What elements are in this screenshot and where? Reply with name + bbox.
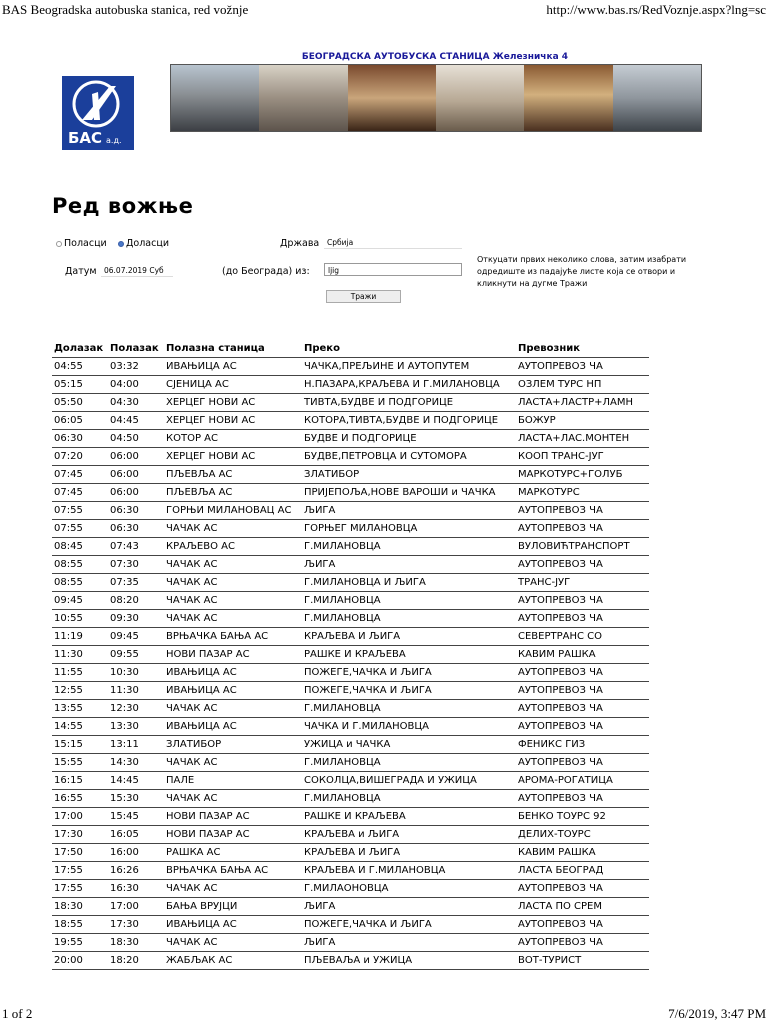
carrier: АУТОПРЕВОЗ ЧА — [516, 358, 649, 376]
carrier: ВУЛОВИЋТРАНСПОРТ — [516, 538, 649, 556]
departure-time: 09:30 — [108, 610, 164, 628]
station-photo-strip — [170, 64, 702, 132]
origin-station: ЧАЧАК АС — [164, 520, 302, 538]
print-footer-datetime: 7/6/2019, 3:47 PM — [668, 1006, 766, 1021]
via-route: Г.МИЛАНОВЦА — [302, 538, 516, 556]
origin-station: ИВАЊИЦА АС — [164, 916, 302, 934]
search-button[interactable]: Тражи — [326, 290, 401, 303]
arrival-time: 06:05 — [52, 412, 108, 430]
arrival-time: 12:55 — [52, 682, 108, 700]
origin-station: ПЉЕВЉА АС — [164, 484, 302, 502]
origin-station: ЧАЧАК АС — [164, 934, 302, 952]
radio-arrivals[interactable] — [118, 238, 169, 249]
via-route: Г.МИЛАНОВЦА — [302, 700, 516, 718]
departure-time: 04:50 — [108, 430, 164, 448]
carrier: ЛАСТА БЕОГРАД — [516, 862, 649, 880]
date-field[interactable]: 06.07.2019 Суб — [101, 264, 173, 277]
from-label: (до Београда) из: — [222, 266, 310, 277]
via-route: Н.ПАЗАРА,КРАЉЕВА И Г.МИЛАНОВЦА — [302, 376, 516, 394]
table-row — [52, 646, 649, 664]
origin-station: ВРЊАЧКА БАЊА АС — [164, 628, 302, 646]
banner-title: БЕОГРАДСКА АУТОБУСКА СТАНИЦА Железничка 4 — [301, 52, 569, 62]
table-row — [52, 466, 649, 484]
table-row — [52, 502, 649, 520]
origin-station: БАЊА ВРУЈЦИ — [164, 898, 302, 916]
station-photo — [259, 65, 347, 131]
origin-station: НОВИ ПАЗАР АС — [164, 808, 302, 826]
table-row — [52, 592, 649, 610]
carrier: ТРАНС-ЈУГ — [516, 574, 649, 592]
carrier: МАРКОТУРС — [516, 484, 649, 502]
via-route: Г.МИЛАНОВЦА — [302, 790, 516, 808]
departure-time: 16:26 — [108, 862, 164, 880]
arrival-time: 11:30 — [52, 646, 108, 664]
table-row — [52, 664, 649, 682]
via-route: Г.МИЛАНОВЦА — [302, 754, 516, 772]
arrival-time: 16:55 — [52, 790, 108, 808]
departure-time: 07:43 — [108, 538, 164, 556]
departure-time: 18:30 — [108, 934, 164, 952]
carrier: МАРКОТУРС+ГОЛУБ — [516, 466, 649, 484]
carrier: ЛАСТА+ЛАСТР+ЛАМН — [516, 394, 649, 412]
origin-station: ПАЛЕ — [164, 772, 302, 790]
departure-time: 06:00 — [108, 448, 164, 466]
via-route: ПОЖЕГЕ,ЧАЧКА И ЉИГА — [302, 664, 516, 682]
departure-time: 15:45 — [108, 808, 164, 826]
via-route: ПРИЈЕПОЉА,НОВЕ ВАРОШИ и ЧАЧКА — [302, 484, 516, 502]
carrier: ОЗЛЕМ ТУРС НП — [516, 376, 649, 394]
arrival-time: 15:55 — [52, 754, 108, 772]
departure-time: 09:45 — [108, 628, 164, 646]
table-row — [52, 772, 649, 790]
origin-station: РАШКА АС — [164, 844, 302, 862]
table-row — [52, 448, 649, 466]
departure-time: 07:35 — [108, 574, 164, 592]
carrier: ЛАСТА+ЛАС.МОНТЕН — [516, 430, 649, 448]
logo-suffix: а.д. — [106, 136, 122, 145]
departure-time: 10:30 — [108, 664, 164, 682]
departure-time: 06:30 — [108, 520, 164, 538]
table-row — [52, 754, 649, 772]
arrival-time: 07:45 — [52, 484, 108, 502]
carrier: АУТОПРЕВОЗ ЧА — [516, 502, 649, 520]
radio-departures-dot[interactable] — [56, 241, 62, 247]
radio-arrivals-dot[interactable] — [118, 241, 124, 247]
print-header — [0, 0, 768, 20]
via-route: КРАЉЕВА и ЉИГА — [302, 826, 516, 844]
departure-time: 17:30 — [108, 916, 164, 934]
via-route: ТИВТА,БУДВЕ И ПОДГОРИЦЕ — [302, 394, 516, 412]
via-route: БУДВЕ И ПОДГОРИЦЕ — [302, 430, 516, 448]
arrival-time: 17:55 — [52, 862, 108, 880]
origin-station: СЈЕНИЦА АС — [164, 376, 302, 394]
via-route: КРАЉЕВА И ЉИГА — [302, 628, 516, 646]
via-route: ЉИГА — [302, 556, 516, 574]
departure-time: 15:30 — [108, 790, 164, 808]
origin-station: НОВИ ПАЗАР АС — [164, 646, 302, 664]
via-route: ПЉЕВАЉА и УЖИЦА — [302, 952, 516, 970]
carrier: АУТОПРЕВОЗ ЧА — [516, 682, 649, 700]
carrier: КАВИМ РАШКА — [516, 646, 649, 664]
station-photo — [613, 65, 701, 131]
via-route: ГОРЊЕГ МИЛАНОВЦА — [302, 520, 516, 538]
table-row — [52, 628, 649, 646]
carrier: ФЕНИКС ГИЗ — [516, 736, 649, 754]
carrier: АРОМА-РОГАТИЦА — [516, 772, 649, 790]
carrier: АУТОПРЕВОЗ ЧА — [516, 556, 649, 574]
origin-station: ИВАЊИЦА АС — [164, 718, 302, 736]
page-title: Ред вожње — [52, 194, 194, 218]
departure-time: 16:05 — [108, 826, 164, 844]
table-row — [52, 520, 649, 538]
arrival-time: 13:55 — [52, 700, 108, 718]
carrier: АУТОПРЕВОЗ ЧА — [516, 610, 649, 628]
origin-station: ЧАЧАК АС — [164, 754, 302, 772]
departure-time: 13:30 — [108, 718, 164, 736]
origin-station: ЧАЧАК АС — [164, 610, 302, 628]
origin-station: ГОРЊИ МИЛАНОВАЦ АС — [164, 502, 302, 520]
departure-time: 17:00 — [108, 898, 164, 916]
table-row — [52, 736, 649, 754]
arrival-time: 08:55 — [52, 574, 108, 592]
table-row — [52, 952, 649, 970]
via-route: РАШКЕ И КРАЉЕВА — [302, 646, 516, 664]
table-row — [52, 574, 649, 592]
via-route: УЖИЦА и ЧАЧКА — [302, 736, 516, 754]
departure-time: 04:45 — [108, 412, 164, 430]
table-row — [52, 556, 649, 574]
arrival-time: 20:00 — [52, 952, 108, 970]
arrival-time: 10:55 — [52, 610, 108, 628]
header-via: Преко — [304, 343, 340, 354]
station-photo — [171, 65, 259, 131]
via-route: КОТОРА,ТИВТА,БУДВЕ И ПОДГОРИЦЕ — [302, 412, 516, 430]
station-photo — [348, 65, 436, 131]
schedule-table — [52, 340, 649, 970]
arrival-time: 17:30 — [52, 826, 108, 844]
from-input[interactable]: ljig — [324, 263, 462, 276]
arrival-time: 18:30 — [52, 898, 108, 916]
origin-station: ХЕРЦЕГ НОВИ АС — [164, 448, 302, 466]
origin-station: ЧАЧАК АС — [164, 574, 302, 592]
via-route: РАШКЕ И КРАЉЕВА — [302, 808, 516, 826]
via-route: ЉИГА — [302, 898, 516, 916]
table-row — [52, 916, 649, 934]
departure-time: 16:00 — [108, 844, 164, 862]
table-row — [52, 718, 649, 736]
arrival-time: 17:50 — [52, 844, 108, 862]
table-row — [52, 880, 649, 898]
carrier: АУТОПРЕВОЗ ЧА — [516, 880, 649, 898]
via-route: КРАЉЕВА И ЉИГА — [302, 844, 516, 862]
table-row — [52, 934, 649, 952]
via-route: ЧАЧКА И Г.МИЛАНОВЦА — [302, 718, 516, 736]
arrival-time: 11:19 — [52, 628, 108, 646]
origin-station: ЧАЧАК АС — [164, 556, 302, 574]
logo-text: БАС — [68, 129, 103, 147]
departure-time: 06:00 — [108, 484, 164, 502]
origin-station: ЗЛАТИБОР — [164, 736, 302, 754]
header-carrier: Превозник — [518, 343, 581, 354]
station-photo — [436, 65, 524, 131]
origin-station: ИВАЊИЦА АС — [164, 664, 302, 682]
via-route: КРАЉЕВА И Г.МИЛАНОВЦА — [302, 862, 516, 880]
departure-time: 12:30 — [108, 700, 164, 718]
origin-station: ИВАЊИЦА АС — [164, 682, 302, 700]
table-row — [52, 538, 649, 556]
carrier: АУТОПРЕВОЗ ЧА — [516, 700, 649, 718]
carrier: АУТОПРЕВОЗ ЧА — [516, 790, 649, 808]
arrival-time: 19:55 — [52, 934, 108, 952]
table-header-row — [52, 340, 649, 358]
carrier: БЕНКО ТОУРС 92 — [516, 808, 649, 826]
carrier: АУТОПРЕВОЗ ЧА — [516, 592, 649, 610]
departure-time: 09:55 — [108, 646, 164, 664]
departure-time: 16:30 — [108, 880, 164, 898]
bas-logo[interactable] — [62, 76, 134, 150]
table-row — [52, 610, 649, 628]
radio-departures-label: Поласци — [64, 238, 107, 249]
arrival-time: 05:50 — [52, 394, 108, 412]
schedule-body — [52, 358, 649, 970]
departure-time: 06:00 — [108, 466, 164, 484]
departure-time: 04:30 — [108, 394, 164, 412]
header-origin-station: Полазна станица — [166, 343, 265, 354]
table-row — [52, 808, 649, 826]
print-footer-page: 1 of 2 — [2, 1006, 33, 1021]
arrival-time: 07:55 — [52, 502, 108, 520]
carrier: АУТОПРЕВОЗ ЧА — [516, 934, 649, 952]
arrival-time: 04:55 — [52, 358, 108, 376]
arrival-time: 07:55 — [52, 520, 108, 538]
carrier: КАВИМ РАШКА — [516, 844, 649, 862]
arrival-time: 18:55 — [52, 916, 108, 934]
origin-station: ЧАЧАК АС — [164, 592, 302, 610]
origin-station: КРАЉЕВО АС — [164, 538, 302, 556]
arrival-time: 06:30 — [52, 430, 108, 448]
carrier: ЛАСТА ПО СРЕМ — [516, 898, 649, 916]
departure-time: 08:20 — [108, 592, 164, 610]
departure-time: 07:30 — [108, 556, 164, 574]
table-row — [52, 682, 649, 700]
arrival-time: 15:15 — [52, 736, 108, 754]
departure-time: 03:32 — [108, 358, 164, 376]
origin-station: НОВИ ПАЗАР АС — [164, 826, 302, 844]
carrier: ДЕЛИХ-ТОУРС — [516, 826, 649, 844]
arrival-time: 07:20 — [52, 448, 108, 466]
table-row — [52, 484, 649, 502]
search-hint: Откуцати првих неколико слова, затим изабрати одредиште из падајуће листе која се отвори и кликнути на дугме Тражи — [477, 255, 687, 288]
carrier: АУТОПРЕВОЗ ЧА — [516, 664, 649, 682]
via-route: ЉИГА — [302, 934, 516, 952]
arrival-time: 07:45 — [52, 466, 108, 484]
origin-station: ИВАЊИЦА АС — [164, 358, 302, 376]
via-route: СОКОЛЦА,ВИШЕГРАДА И УЖИЦА — [302, 772, 516, 790]
arrival-time: 09:45 — [52, 592, 108, 610]
table-row — [52, 376, 649, 394]
carrier: ВОТ-ТУРИСТ — [516, 952, 649, 970]
radio-departures[interactable] — [56, 238, 107, 249]
departure-time: 06:30 — [108, 502, 164, 520]
print-footer — [0, 1004, 768, 1024]
carrier: БОЖУР — [516, 412, 649, 430]
header-arrival: Долазак — [54, 343, 104, 354]
origin-station: ЧАЧАК АС — [164, 790, 302, 808]
station-photo — [524, 65, 612, 131]
origin-station: КОТОР АС — [164, 430, 302, 448]
arrival-time: 08:55 — [52, 556, 108, 574]
table-row — [52, 358, 649, 376]
arrival-time: 17:55 — [52, 880, 108, 898]
country-label: Држава — [280, 238, 320, 249]
departure-time: 11:30 — [108, 682, 164, 700]
arrival-time: 16:15 — [52, 772, 108, 790]
carrier: АУТОПРЕВОЗ ЧА — [516, 520, 649, 538]
via-route: Г.МИЛАНОВЦА — [302, 592, 516, 610]
departure-time: 18:20 — [108, 952, 164, 970]
arrival-time: 05:15 — [52, 376, 108, 394]
via-route: ПОЖЕГЕ,ЧАЧКА И ЉИГА — [302, 916, 516, 934]
origin-station: ЧАЧАК АС — [164, 880, 302, 898]
origin-station: ПЉЕВЉА АС — [164, 466, 302, 484]
arrival-time: 14:55 — [52, 718, 108, 736]
via-route: ПОЖЕГЕ,ЧАЧКА И ЉИГА — [302, 682, 516, 700]
print-header-title: BAS Beogradska autobuska stanica, red vožnje — [2, 2, 249, 17]
table-row — [52, 862, 649, 880]
via-route: ЗЛАТИБОР — [302, 466, 516, 484]
origin-station: ЖАБЉАК АС — [164, 952, 302, 970]
via-route: Г.МИЛАНОВЦА — [302, 610, 516, 628]
country-select[interactable]: Србија — [324, 236, 462, 249]
origin-station: ХЕРЦЕГ НОВИ АС — [164, 412, 302, 430]
via-route: БУДВЕ,ПЕТРОВЦА И СУТОМОРА — [302, 448, 516, 466]
via-route: ЧАЧКА,ПРЕЉИНЕ И АУТОПУТЕМ — [302, 358, 516, 376]
table-row — [52, 412, 649, 430]
origin-station: ХЕРЦЕГ НОВИ АС — [164, 394, 302, 412]
arrival-time: 17:00 — [52, 808, 108, 826]
carrier: АУТОПРЕВОЗ ЧА — [516, 718, 649, 736]
departure-time: 04:00 — [108, 376, 164, 394]
departure-time: 14:45 — [108, 772, 164, 790]
departure-time: 14:30 — [108, 754, 164, 772]
origin-station: ЧАЧАК АС — [164, 700, 302, 718]
carrier: КООП ТРАНС-ЈУГ — [516, 448, 649, 466]
date-label: Датум — [65, 266, 97, 277]
radio-arrivals-label: Доласци — [126, 238, 169, 249]
table-row — [52, 898, 649, 916]
table-row — [52, 394, 649, 412]
table-row — [52, 430, 649, 448]
via-route: ЉИГА — [302, 502, 516, 520]
table-row — [52, 790, 649, 808]
table-row — [52, 844, 649, 862]
carrier: СЕВЕРТРАНС СО — [516, 628, 649, 646]
arrival-time: 11:55 — [52, 664, 108, 682]
origin-station: ВРЊАЧКА БАЊА АС — [164, 862, 302, 880]
bas-logo-icon — [62, 76, 134, 150]
via-route: Г.МИЛАНОВЦА И ЉИГА — [302, 574, 516, 592]
print-header-url: http://www.bas.rs/RedVoznje.aspx?lng=sc — [546, 2, 766, 17]
header-departure: Полазак — [110, 343, 159, 354]
carrier: АУТОПРЕВОЗ ЧА — [516, 916, 649, 934]
via-route: Г.МИЛАОНОВЦА — [302, 880, 516, 898]
departure-time: 13:11 — [108, 736, 164, 754]
arrival-time: 08:45 — [52, 538, 108, 556]
table-row — [52, 700, 649, 718]
carrier: АУТОПРЕВОЗ ЧА — [516, 754, 649, 772]
table-row — [52, 826, 649, 844]
